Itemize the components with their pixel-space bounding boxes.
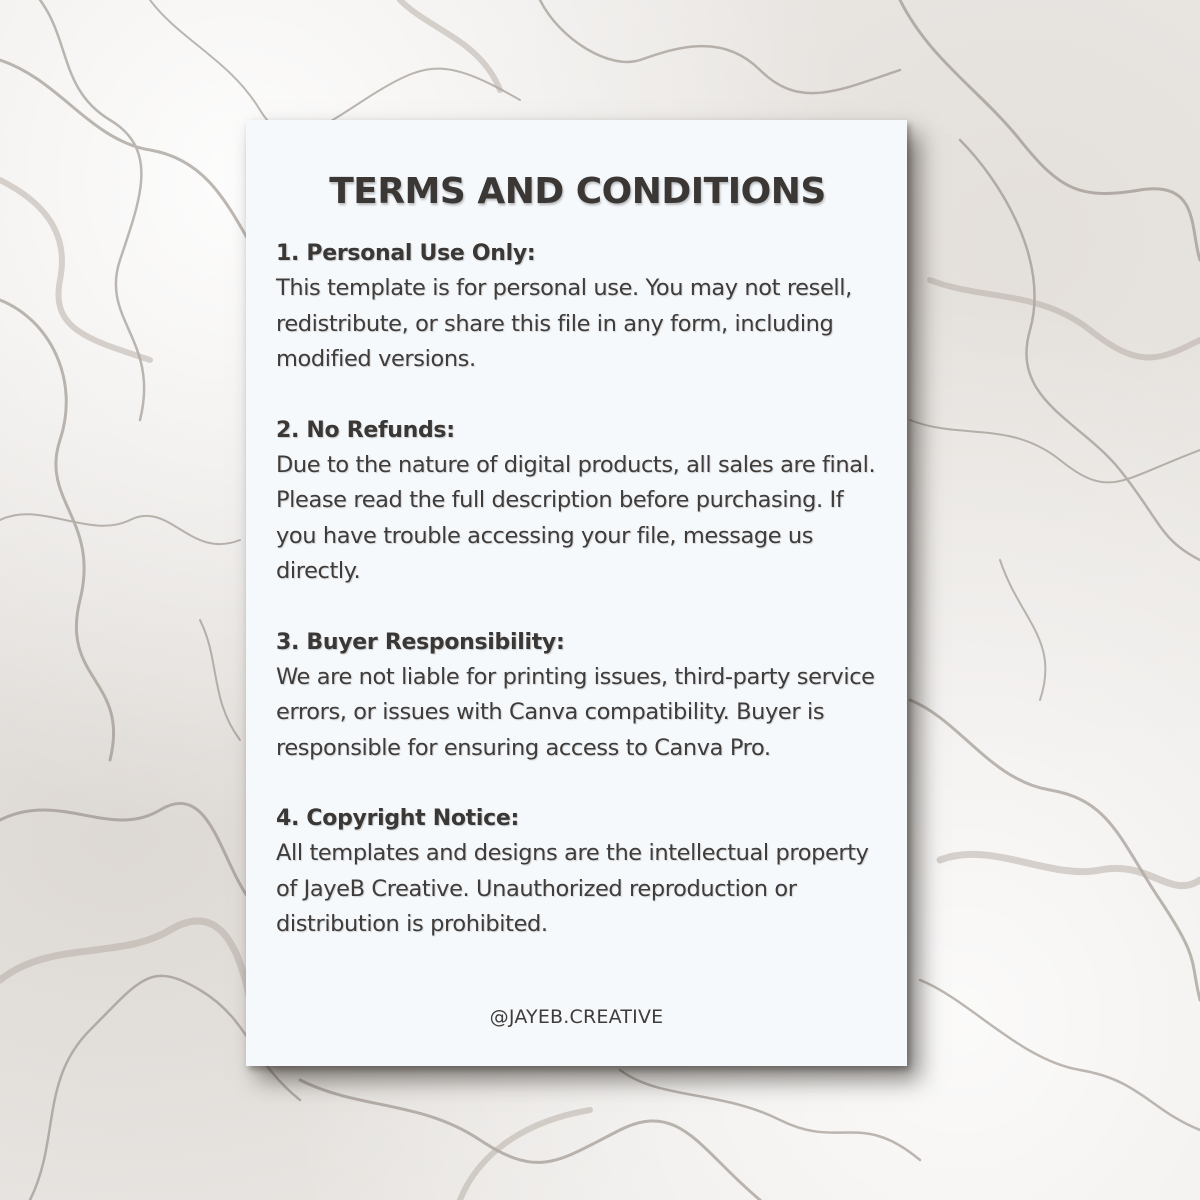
terms-section-personal-use xyxy=(276,236,879,378)
section-heading: 1. Personal Use Only: xyxy=(276,241,536,266)
terms-card xyxy=(246,120,907,1066)
page-title: TERMS AND CONDITIONS xyxy=(329,171,826,212)
section-heading: 2. No Refunds: xyxy=(276,417,455,443)
section-heading: 4. Copyright Notice: xyxy=(276,806,519,831)
footer-handle: @JAYEB.CREATIVE xyxy=(489,1006,664,1028)
terms-section-no-refunds xyxy=(276,413,879,590)
terms-section-copyright xyxy=(276,801,879,943)
section-body: Due to the nature of digital products, all sales are final. Please read the full description before purchasing. If you have trouble accessing your file, message us directly. xyxy=(276,451,876,584)
section-body: This template is for personal use. You may not resell, redistribute, or share this file in any form, including modified versions. xyxy=(276,275,852,372)
section-body: We are not liable for printing issues, third-party service errors, or issues with Canva compatibility. Buyer is responsible for ensuring access to Canva Pro. xyxy=(276,663,875,761)
section-heading: 3. Buyer Responsibility: xyxy=(276,629,565,655)
terms-section-buyer-responsibility xyxy=(276,625,879,767)
section-body: All templates and designs are the intellectual property of JayeB Creative. Unauthorized reproduction or distribution is prohibited. xyxy=(276,840,869,937)
